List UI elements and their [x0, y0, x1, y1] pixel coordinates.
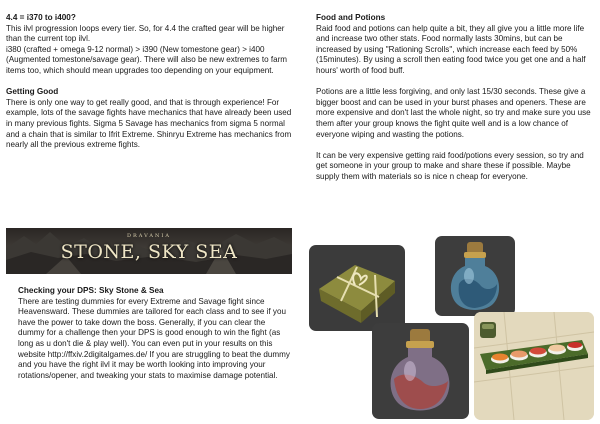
ilvl-body-2: i380 (crafted + omega 9-12 normal) > i390 (New tomestone gear) > i400 (Augmented tomestone/savage gear). There will also be new extremes to farm items too, which should mean upgrades too depending on your equipment.: [6, 44, 288, 75]
food-body-2: Potions are a little less forgiving, and only last 15/30 seconds. These give a bigger boost and can be used in your burst phases and openers. These are more expensive and don't last the whole night, so try and make sure you use them after your group knows the fight quite well and is a low chance of everyone wiping and wasting the potions.: [316, 87, 591, 139]
food-section: [316, 13, 594, 193]
stone-sky-sea-banner: [6, 228, 292, 274]
blue-potion-thumbnail: [435, 236, 515, 316]
sushi-platter-icon: [474, 312, 594, 420]
sushi-thumbnail: [474, 312, 594, 420]
wrapped-parcel-icon: [309, 245, 405, 331]
dps-body: There are testing dummies for every Extreme and Savage fight since Heavensward. These dummies are tailored for each class and to see if you have the power to take down the boss. Generally, if you can clear the dummy for a challenge then your DPS is good enough to win the fight (as long as u don't die & play well). You can even put in your results on this website http://ffxiv.2digitalgames.de/ If you are struggling to beat the dummy and you have the right ilvl it may be worth looking into improving your rotations/opener, and tweaking your stats to maximise damage potential.: [18, 296, 290, 380]
dps-heading: Checking your DPS: Sky Stone & Sea: [18, 286, 164, 295]
ilvl-body-1: This ilvl progression loops every tier. So, for 4.4 the crafted gear will be higher than the current top ilvl.: [6, 23, 285, 44]
dps-section: [18, 286, 294, 392]
food-heading: Food and Potions: [316, 13, 386, 22]
parcel-thumbnail: [309, 245, 405, 331]
getting-good-body: There is only one way to get really good, and that is through experience! For example, lots of the savage fights have mechanics that have already been used in many previous fights. Sigma 5 Savage has mechanics from sigma 5 normal and a chain that is similar to Ifrit Extreme. Shinryu Extreme has mechanics from nearly all the previous extreme fights.: [6, 97, 292, 150]
red-potion-icon: [372, 323, 469, 419]
red-potion-thumbnail: [372, 323, 469, 419]
getting-good-heading: Getting Good: [6, 87, 59, 97]
food-body-1: Raid food and potions can help quite a bit, they all give you a little more life and increase two other stats. Food normally lasts 30mins, but can be increased by using "Rationing Scrolls", which increase each feed by 50% (15minutes). By using a scroll then eating food twice you get one and a half hours' worth of food buff.: [316, 23, 586, 75]
banner-subtitle: DRAVANIA: [127, 233, 171, 239]
ilvl-section: [6, 13, 292, 161]
food-body-3: It can be very expensive getting raid food/potions every session, so try and get someone in your group to make and share these if possible. Maybe supply them with materials so is nice n cheap for everyone.: [316, 150, 584, 181]
banner-title: STONE, SKY SEA: [60, 241, 238, 263]
ilvl-heading: 4.4 = i370 to i400?: [6, 13, 76, 22]
blue-potion-icon: [435, 236, 515, 316]
